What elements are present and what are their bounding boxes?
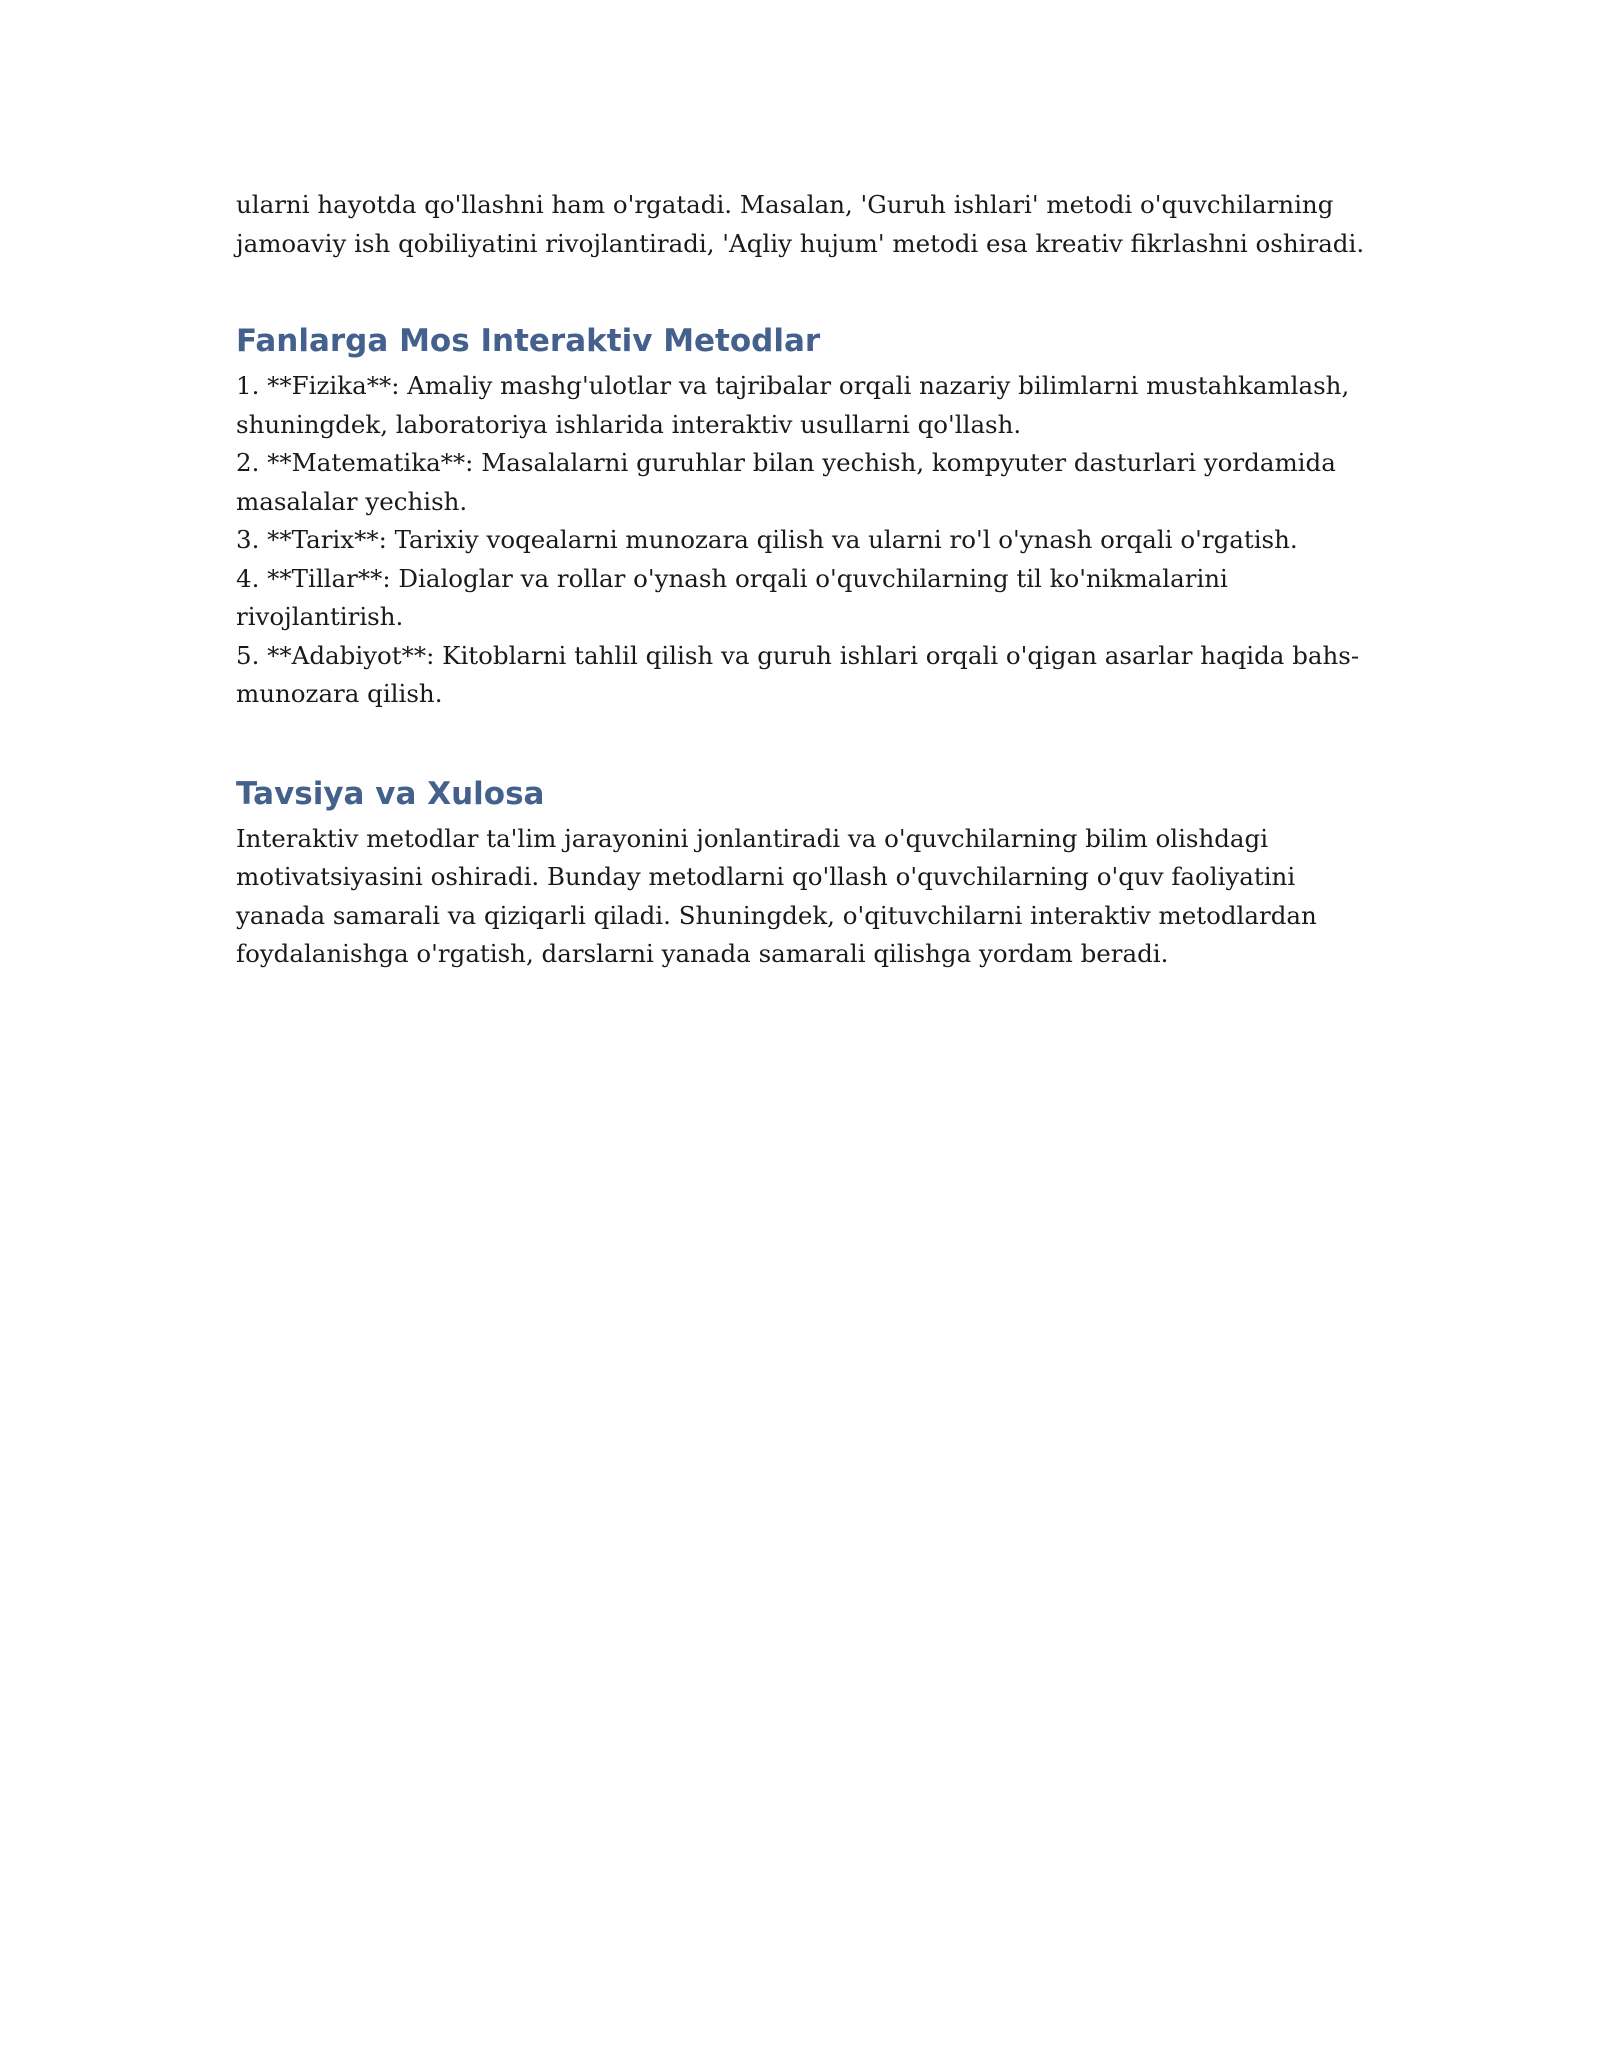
intro-paragraph: ularni hayotda qo'llashni ham o'rgatadi. Masalan, 'Guruh ishlari' metodi o'quvchilarning jamoaviy ish qobiliyatini rivojlantiradi, 'Aqliy hujum' metodi esa kreativ fikrlashni oshiradi. (236, 190, 1365, 258)
list-item: 3. **Tarix**: Tarixiy voqealarni munozara qilish va ularni ro'l o'ynash orqali o'rgatish. (236, 525, 1298, 554)
document-content (236, 186, 1366, 974)
list-item: 4. **Tillar**: Dialoglar va rollar o'ynash orqali o'quvchilarning til ko'nikmalarini rivojlantirish. (236, 563, 1228, 631)
methods-list (236, 367, 1366, 714)
list-item: 2. **Matematika**: Masalalarni guruhlar bilan yechish, kompyuter dasturlari yordamida masalalar yechish. (236, 448, 1336, 516)
list-item: 5. **Adabiyot**: Kitoblarni tahlil qilish va guruh ishlari orqali o'qigan asarlar haqida bahs-munozara qilish. (236, 640, 1360, 708)
section-heading-methods: Fanlarga Mos Interaktiv Metodlar (236, 323, 821, 359)
list-item: 1. **Fizika**: Amaliy mashg'ulotlar va tajribalar orqali nazariy bilimlarni mustahkamlash, shuningdek, laboratoriya ishlarida interaktiv usullarni qo'llash. (236, 371, 1350, 439)
conclusion-paragraph: Interaktiv metodlar ta'lim jarayonini jonlantiradi va o'quvchilarning bilim olishdagi motivatsiyasini oshiradi. Bunday metodlarni qo'llash o'quvchilarning o'quv faoliyatini yanada samarali va qiziqarli qiladi. Shuningdek, o'qituvchilarni interaktiv metodlardan foydalanishga o'rgatish, darslarni yanada samarali qilishga yordam beradi. (236, 823, 1317, 968)
section-heading-conclusion: Tavsiya va Xulosa (236, 775, 545, 812)
